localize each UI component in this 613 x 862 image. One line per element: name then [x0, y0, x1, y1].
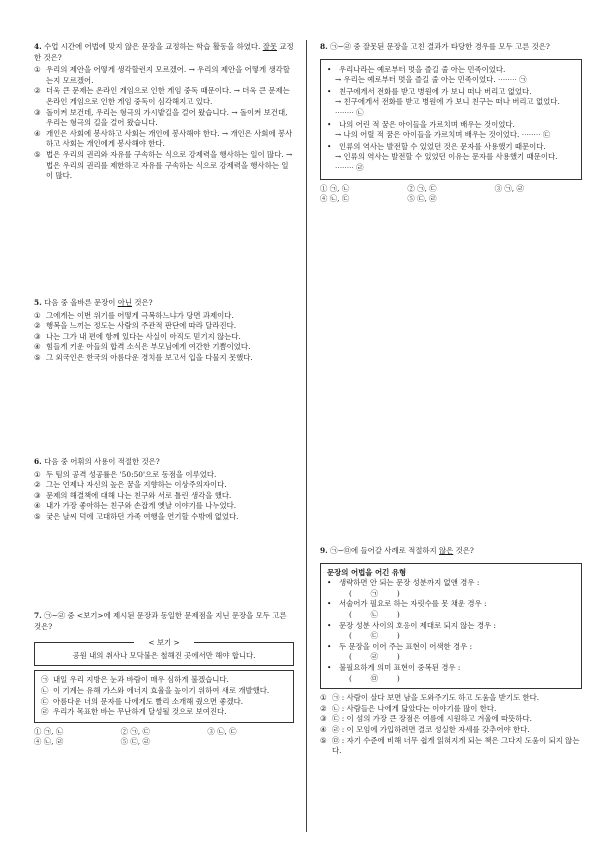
option-marker: ⑤ — [34, 352, 41, 362]
corrected-sentence: → 나의 어릴 적 꿈은 아이들을 가르치며 배우는 것이었다. — [335, 130, 520, 140]
answer-choice[interactable]: ③ ㉡, ㉢ — [207, 726, 237, 736]
sentence-marker: ㉢ — [41, 696, 49, 706]
bullet-icon: • — [327, 64, 332, 74]
rule-blank: ( ㉢ ) — [349, 631, 400, 641]
option-marker: ⑤ — [320, 735, 327, 745]
option-marker: ③ — [34, 331, 41, 341]
stem-underlined: 않은 — [438, 546, 454, 555]
q9-box-title: 문장의 어법을 어긴 유형 — [327, 567, 407, 577]
option-text: 궂은 날씨 덕에 고대하던 가족 여행을 연기할 수밖에 없었다. — [46, 511, 239, 521]
item-marker: ㉢ — [542, 130, 551, 140]
q9-rules-box — [320, 563, 582, 690]
example-item — [327, 120, 575, 141]
rule-item — [327, 621, 575, 642]
option-marker: ④ — [34, 128, 41, 138]
answer-option[interactable] — [320, 714, 582, 725]
item-marker: ㉣ — [356, 162, 364, 172]
answer-option[interactable] — [320, 736, 582, 757]
q8-answers — [320, 184, 582, 205]
sentence-marker: ㉡ — [41, 685, 49, 695]
leader-dots: ········ — [335, 107, 357, 117]
option-text: ㉤ : 자기 수준에 비해 너무 쉽게 읽혀지게 되는 책은 그다지 도움이 되지 않는다. — [332, 735, 580, 756]
bogi-box — [34, 638, 294, 666]
sentence-text: 아름다운 너의 문자를 나에게도 빨리 소개해 줬으면 좋겠다. — [53, 696, 244, 706]
stem-text: 것은? — [453, 546, 474, 555]
option-text: 그 외국인은 한국의 아름다운 경치를 보고서 입을 다물지 못했다. — [46, 352, 253, 362]
option-text: ㉠ : 사람이 살다 보면 남을 도와주기도 하고 도움을 받기도 한다. — [332, 693, 540, 703]
example-item — [327, 87, 575, 119]
stem-text: ㉠~㉤에 들어갈 사례로 적절하지 — [330, 546, 439, 555]
answer-option[interactable] — [34, 353, 294, 364]
corrected-sentence: → 인류의 역사는 발전할 수 있었던 이유는 문자를 사용했기 때문이다. — [335, 152, 558, 162]
example-sentence — [41, 675, 287, 686]
leader-dots: ········ — [335, 162, 357, 172]
option-text: 나는 그가 내 편에 항께 있다는 사실이 아직도 믿기지 않는다. — [46, 331, 241, 341]
corrected-sentence: → 우리는 예로부터 멋을 즐길 줄 아는 민족이었다. — [335, 75, 496, 85]
stem-text: 수업 시간에 어법에 맞지 않은 문장을 교정하는 학습 활동을 하였다. — [44, 42, 263, 51]
question-number: 6. — [34, 457, 42, 466]
option-text: 개인은 사회에 봉사하고 사회는 개인에 봉사해야 한다. → 개인은 사회에 봉사하고 사회는 개인에게 봉사해야 한다. — [46, 128, 293, 149]
question-number: 9. — [320, 546, 328, 555]
question-number: 7. — [34, 611, 42, 620]
question-7-stem — [34, 611, 294, 632]
example-item — [327, 142, 575, 174]
question-4-stem — [34, 42, 294, 63]
sentence-marker: ㉣ — [41, 707, 49, 717]
answer-option[interactable] — [34, 65, 294, 86]
answer-option[interactable] — [34, 150, 294, 182]
item-marker: ㉠ — [519, 75, 527, 85]
question-number: 5. — [34, 298, 42, 307]
rule-item — [327, 642, 575, 663]
corrected-line — [327, 152, 575, 173]
rule-item — [327, 599, 575, 620]
bullet-icon: • — [327, 119, 332, 129]
rule-body — [339, 599, 575, 620]
option-marker: ③ — [34, 107, 41, 117]
option-marker: ③ — [320, 714, 327, 724]
stem-underlined: 잘못 — [262, 42, 277, 51]
corrected-line — [327, 97, 575, 118]
option-text: 더욱 큰 문제는 온라인 게임으로 인한 게임 중독 때문이다. → 더욱 큰 문제는 온라인 게임으로 인한 게임 중독이 심각해지고 있다. — [46, 86, 290, 106]
option-marker: ④ — [320, 724, 327, 734]
option-marker: ② — [320, 703, 327, 713]
example-sentence — [41, 707, 287, 718]
bullet-icon: • — [327, 620, 332, 630]
answer-choice[interactable]: ① ㉠, ㉡ — [320, 183, 350, 193]
question-7 — [34, 611, 294, 748]
rule-text: 서술어가 필요로 하는 자릿수를 못 채운 경우 : — [339, 599, 487, 609]
bogi-text: 공원 내의 취사나 모닥불은 철해진 곳에서만 해야 합니다. — [72, 650, 256, 660]
rule-text: 생략하면 안 되는 문장 성분까지 없앤 경우 : — [339, 578, 480, 588]
answer-choice[interactable]: ③ ㉠, ㉣ — [494, 183, 524, 193]
corrected-line — [327, 75, 575, 86]
answer-choice[interactable]: ① ㉠, ㉡ — [34, 726, 64, 736]
bogi-title: < 보기 > — [134, 638, 194, 649]
option-marker: ① — [34, 469, 41, 479]
option-marker: ② — [34, 480, 41, 490]
option-text: 내가 가장 좋아하는 친구와 손잡게 옛날 이야기를 나누었다. — [46, 501, 237, 511]
answer-option[interactable] — [34, 512, 294, 523]
sentence-text: 내일 우리 지방은 눈과 바람이 매우 심하게 불겠습니다. — [53, 675, 229, 685]
answer-option[interactable] — [34, 342, 294, 353]
rule-body — [339, 578, 575, 599]
question-9 — [320, 546, 582, 757]
answer-option[interactable] — [34, 321, 294, 332]
question-8-stem — [320, 42, 582, 53]
question-4 — [34, 42, 294, 182]
question-6 — [34, 457, 294, 523]
rule-text: 불필요하게 의미 표현이 중복된 경우 : — [339, 662, 461, 672]
answer-option[interactable] — [34, 86, 294, 107]
answer-option[interactable] — [34, 501, 294, 512]
stem-text: 교정한 것은? — [34, 42, 294, 62]
q8-items-box — [320, 59, 582, 180]
answer-option[interactable] — [34, 480, 294, 491]
original-sentence: 나의 어린 적 꿈은 아이들을 가르치며 배우는 것이었다. — [339, 119, 515, 129]
question-6-stem — [34, 457, 294, 468]
option-text: ㉡ : 사람들은 나에게 닮았다는 이야기를 많이 한다. — [332, 703, 497, 713]
rule-text: 두 문장을 이어 주는 표현이 어색한 경우 : — [339, 641, 473, 651]
answer-option[interactable] — [34, 470, 294, 481]
q7-answers — [34, 727, 294, 748]
answer-option[interactable] — [34, 491, 294, 502]
q7-items-box — [34, 670, 294, 722]
leader-dots: ········ — [495, 75, 520, 85]
answer-option[interactable] — [320, 693, 582, 704]
rule-blank: ( ㉠ ) — [349, 588, 400, 598]
option-text: 우리의 제안을 어떻게 생각할런지 모르겠어. → 우리의 제안을 어떻게 생각할는지 모르겠어. — [46, 65, 290, 85]
stem-text: 다음 중 어휘의 사용이 적절한 것은? — [44, 457, 160, 466]
leader-dots: ········ — [519, 130, 543, 140]
answer-option[interactable] — [34, 129, 294, 150]
corrected-sentence: → 친구에게서 전화를 받고 병원에 가 보니 친구는 떠나 버리고 없었다. — [335, 97, 560, 107]
rule-body — [339, 642, 575, 663]
question-number: 8. — [320, 42, 328, 51]
option-marker: ④ — [34, 342, 41, 352]
example-item — [327, 65, 575, 86]
question-9-stem — [320, 546, 582, 557]
option-marker: ① — [320, 693, 327, 703]
answer-option[interactable] — [320, 725, 582, 736]
answer-option[interactable] — [34, 332, 294, 343]
column-divider — [306, 40, 307, 832]
option-marker: ① — [34, 65, 41, 75]
sentence-text: 우리가 목표한 바는 무난하게 달성될 것으로 보여진다. — [53, 707, 227, 717]
option-marker: ④ — [34, 501, 41, 511]
sentence-text: 이 기계는 유해 가스와 에너지 효율을 높이기 위하여 새로 개발했다. — [53, 685, 270, 695]
option-marker: ② — [34, 321, 41, 331]
option-text: 행복을 느끼는 정도는 사람의 주관적 판단에 따라 달라진다. — [46, 321, 237, 331]
option-text: ㉢ : 이 섬의 가장 큰 장점은 여름에 시원하고 겨울에 따뜻하다. — [332, 714, 532, 724]
option-text: ㉣ : 이 모임에 가입하려면 결코 성실한 자세를 갖추어야 한다. — [332, 724, 530, 734]
answer-choice[interactable]: ② ㉠, ㉢ — [407, 183, 437, 193]
stem-text: ㉠~㉣ 중 잘못된 문장을 고친 결과가 타당한 경우를 모두 고른 것은? — [330, 42, 550, 51]
option-marker: ⑤ — [34, 149, 41, 159]
rule-blank: ( ㉣ ) — [349, 652, 400, 662]
stem-text: ㉠~㉣ 중 <보기>에 제시된 문장과 동일한 문제점을 지닌 문장을 모두 고른 것은? — [34, 611, 287, 631]
option-text: 힘들게 키운 아들의 합격 소식은 부모님에게 여간한 기쁨이었다. — [46, 342, 251, 352]
question-5 — [34, 298, 294, 364]
example-line — [327, 120, 575, 131]
option-marker: ② — [34, 86, 41, 96]
answer-choice[interactable]: ⑤ ㉢, ㉣ — [120, 737, 150, 747]
rule-blank: ( ㉡ ) — [349, 609, 400, 619]
stem-text: 다음 중 올바른 문장이 — [44, 298, 118, 307]
rule-text: 문장 성분 사이의 호응이 제대로 되지 않는 경우 : — [339, 620, 496, 630]
stem-underlined: 아닌 — [117, 298, 133, 307]
option-marker: ⑤ — [34, 511, 41, 521]
bullet-icon: • — [327, 578, 332, 588]
bullet-icon: • — [327, 641, 332, 651]
rule-item — [327, 578, 575, 599]
stem-text: 것은? — [132, 298, 153, 307]
answer-choice[interactable]: ④ ㉡, ㉣ — [34, 737, 64, 747]
rule-blank: ( ㉤ ) — [349, 673, 400, 683]
rule-body — [339, 663, 575, 684]
original-sentence: 인류의 역사는 발전할 수 있었던 것은 문자를 사용했기 때문이다. — [339, 141, 546, 151]
question-number: 4. — [34, 42, 42, 51]
example-line — [327, 65, 575, 76]
question-5-stem — [34, 298, 294, 309]
bullet-icon: • — [327, 86, 332, 96]
original-sentence: 친구에게서 전화를 받고 병원에 가 보니 떠나 버리고 없었다. — [339, 86, 532, 96]
answer-choice[interactable]: ② ㉠, ㉢ — [120, 726, 150, 736]
original-sentence: 우리나라는 예로부터 멋을 즐길 줄 아는 민족이었다. — [339, 64, 506, 74]
bullet-icon: • — [327, 662, 332, 672]
option-text: 그는 언제나 자신의 높은 꿈을 지향하는 이상주의자이다. — [46, 480, 227, 490]
answer-choice[interactable]: ⑤ ㉢, ㉣ — [407, 194, 437, 204]
option-text: 법은 우리의 권리와 자유를 구속하는 식으로 강제력을 행사하는 일이 많다. → 법은 우리의 권리를 제한하고 자유를 구속하는 식으로 강제력을 행사하는 일이 많다. — [46, 149, 293, 181]
example-line — [327, 142, 575, 153]
bullet-icon: • — [327, 141, 332, 151]
rule-body — [339, 621, 575, 642]
bullet-icon: • — [327, 599, 332, 609]
question-8 — [320, 42, 582, 205]
option-marker: ③ — [34, 490, 41, 500]
option-marker: ① — [34, 310, 41, 320]
example-sentence — [41, 686, 287, 697]
sentence-marker: ㉠ — [41, 675, 49, 685]
answer-option[interactable] — [320, 704, 582, 715]
answer-option[interactable] — [34, 311, 294, 322]
rule-item — [327, 663, 575, 684]
example-line — [327, 87, 575, 98]
option-text: 두 팀의 공격 성공률은 '50:50'으로 동점을 이루었다. — [46, 469, 217, 479]
option-text: 문제의 해결책에 대해 나는 친구와 서로 틀린 생각을 했다. — [46, 490, 232, 500]
answer-choice[interactable]: ④ ㉡, ㉢ — [320, 194, 350, 204]
answer-option[interactable] — [34, 108, 294, 129]
item-marker: ㉡ — [356, 107, 364, 117]
corrected-line — [327, 130, 575, 141]
option-text: 그에게는 이번 위기를 어떻게 극복하느냐가 당면 과제이다. — [46, 310, 234, 320]
example-sentence — [41, 697, 287, 708]
option-text: 돌이켜 보건데, 우리는 형극의 가시밭길을 걸어 왔습니다. → 돌이켜 보건대, 우리는 형극의 길을 걸어 왔습니다. — [46, 107, 288, 128]
